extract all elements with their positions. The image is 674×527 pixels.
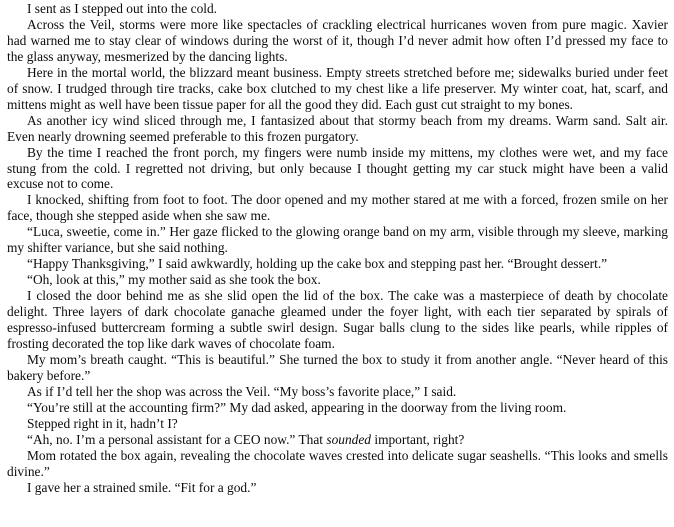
text-run: Mom rotated the box again, revealing the chocolate waves crested into delicate sugar seashells. “This looks and smells divine.” [7,447,668,479]
text-run: I gave her a strained smile. “Fit for a god.” [27,479,257,495]
paragraph [7,17,668,65]
text-run: “Luca, sweetie, come in.” Her gaze flicked to the glowing orange band on my arm, visible through my sleeve, marking my shifter variance, but she said nothing. [7,224,668,256]
text-run: I knocked, shifting from foot to foot. The door opened and my mother stared at me with a forced, frozen smile on her face, though she stepped aside when she saw me. [7,192,668,224]
paragraph [7,448,668,480]
text-run: “Happy Thanksgiving,” I said awkwardly, holding up the cake box and stepping past her. “Brought dessert.” [27,256,608,272]
text-run: I closed the door behind me as she slid open the lid of the box. The cake was a masterpiece of death by chocolate delight. Three layers of dark chocolate ganache gleamed under the foyer light, with each tier separated by spirals of espresso-infused buttercream forming a subtle swirl design. Sugar balls clung to the sides like pearls, while ripples of frosting decorated the top like dark waves of chocolate foam. [7,288,668,352]
paragraph [7,400,668,416]
text-run: “Oh, look at this,” my mother said as she took the box. [27,272,321,288]
text-run: Across the Veil, storms were more like spectacles of crackling electrical hurricanes woven from pure magic. Xavier had warned me to stay clear of windows during the worst of it, though I’d never admit how often I’d pressed my face to the glass anyway, mesmerized by the dancing lights. [7,16,668,64]
paragraph [7,416,668,432]
book-text-body [7,1,668,496]
paragraph [7,224,668,256]
paragraph [7,272,668,288]
text-run: “You’re still at the accounting firm?” My dad asked, appearing in the doorway from the living room. [27,399,567,415]
text-run: “Ah, no. I’m a personal assistant for a CEO now.” That [27,431,327,447]
paragraph [7,65,668,113]
italic-text-run: sounded [326,431,371,447]
paragraph [7,113,668,145]
paragraph [7,432,668,448]
text-run: By the time I reached the front porch, my fingers were numb inside my mittens, my clothes were wet, and my face stung from the cold. I regretted not driving, but only because I thought getting my car stuck might have been a valid excuse not to come. [7,144,668,192]
text-run: My mom’s breath caught. “This is beautiful.” She turned the box to study it from another angle. “Never heard of this bakery before.” [7,351,668,383]
paragraph [7,145,668,193]
paragraph [7,288,668,352]
paragraph [7,384,668,400]
text-run: As if I’d tell her the shop was across the Veil. “My boss’s favorite place,” I said. [27,383,457,399]
text-run: Here in the mortal world, the blizzard meant business. Empty streets stretched before me; sidewalks buried under feet of snow. I trudged through tire tracks, cake box clutched to my chest like a life preserver. My winter coat, hat, scarf, and mittens might as well have been tissue paper for all the good they did. Each gust cut straight to my bones. [7,64,668,112]
paragraph [7,352,668,384]
paragraph [7,1,668,17]
paragraph [7,192,668,224]
paragraph [7,256,668,272]
text-run: important, right? [371,431,465,447]
text-run: As another icy wind sliced through me, I fantasized about that stormy beach from my dreams. Warm sand. Salt air. Even nearly drowning seemed preferable to this frozen purgatory. [7,112,668,144]
text-run: I sent as I stepped out into the cold. [27,1,218,16]
paragraph [7,480,668,496]
text-run: Stepped right in it, hadn’t I? [27,415,178,431]
